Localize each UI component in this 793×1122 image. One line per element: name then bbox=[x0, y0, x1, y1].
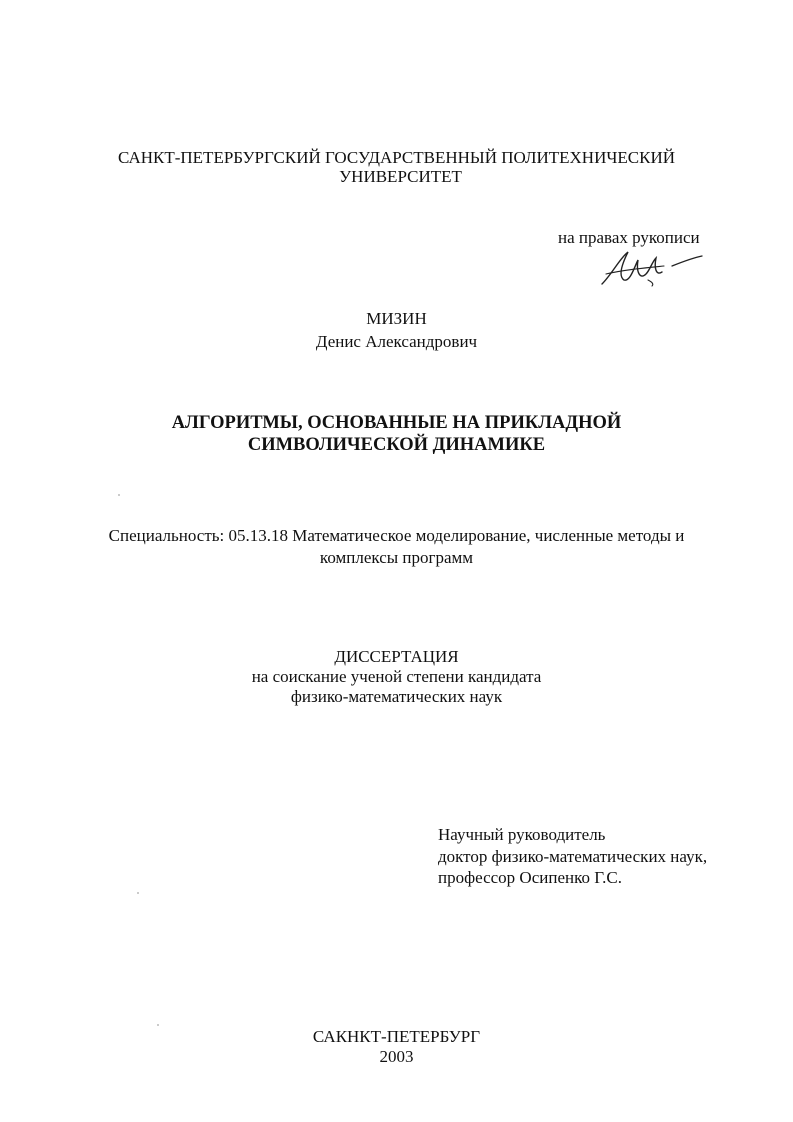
thesis-title-line-2: СИМВОЛИЧЕСКОЙ ДИНАМИКЕ bbox=[247, 435, 546, 455]
dissertation-degree-line-2: физико-математических наук bbox=[290, 687, 503, 706]
author-given-names: Денис Александрович bbox=[315, 332, 478, 351]
year: 2003 bbox=[379, 1047, 414, 1066]
scan-speck bbox=[137, 892, 139, 894]
author-surname: МИЗИН bbox=[366, 309, 427, 328]
supervisor-name: профессор Осипенко Г.С. bbox=[438, 868, 622, 887]
supervisor-label: Научный руководитель bbox=[438, 825, 606, 844]
university-name-line-1: САНКТ-ПЕТЕРБУРГСКИЙ ГОСУДАРСТВЕННЫЙ ПОЛИТЕХНИЧЕСКИЙ bbox=[117, 148, 676, 167]
specialty-line-2: комплексы программ bbox=[319, 548, 474, 567]
scan-speck bbox=[157, 1024, 159, 1026]
manuscript-rights-note: на правах рукописи bbox=[558, 228, 700, 247]
supervisor-degree: доктор физико-математических наук, bbox=[438, 847, 708, 866]
dissertation-heading: ДИССЕРТАЦИЯ bbox=[334, 647, 459, 666]
thesis-title-line-1: АЛГОРИТМЫ, ОСНОВАННЫЕ НА ПРИКЛАДНОЙ bbox=[171, 413, 622, 433]
dissertation-degree-line-1: на соискание ученой степени кандидата bbox=[251, 667, 542, 686]
signature-icon bbox=[598, 244, 708, 290]
scan-speck bbox=[118, 494, 120, 496]
city: САКНКТ-ПЕТЕРБУРГ bbox=[312, 1027, 481, 1046]
specialty-line-1: Специальность: 05.13.18 Математическое моделирование, численные методы и bbox=[108, 526, 685, 545]
university-name-line-2: УНИВЕРСИТЕТ bbox=[339, 167, 462, 186]
